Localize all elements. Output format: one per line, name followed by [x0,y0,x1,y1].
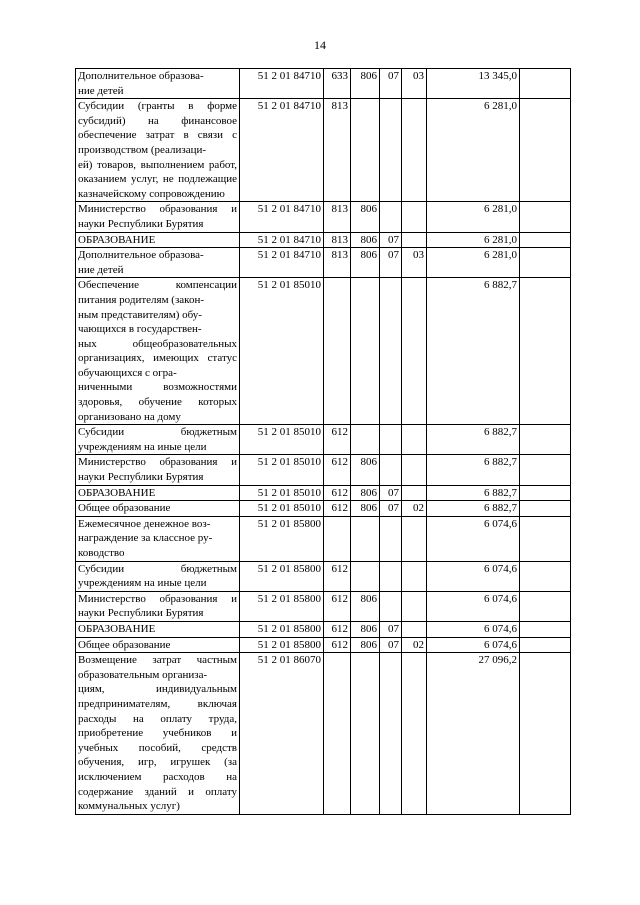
expense-name-cell: ОБРАЗОВАНИЕ [76,485,240,501]
extra-cell [520,485,571,501]
target-article-cell: 51 2 01 85800 [240,621,324,637]
subsection-code-cell [402,485,427,501]
expense-name-cell: Общее образование [76,637,240,653]
ministry-code-cell: 806 [351,69,380,99]
extra-cell [520,202,571,232]
subsection-code-cell [402,591,427,621]
amount-cell: 6 074,6 [427,637,520,653]
expense-name-cell: Общее образование [76,501,240,517]
amount-cell: 6 074,6 [427,621,520,637]
subsection-code-cell [402,561,427,591]
subsection-code-cell [402,202,427,232]
section-code-cell [380,99,402,202]
extra-cell [520,621,571,637]
amount-cell: 6 882,7 [427,425,520,455]
amount-cell: 6 281,0 [427,202,520,232]
ministry-code-cell: 806 [351,485,380,501]
section-code-cell [380,516,402,561]
table-row [76,653,571,815]
expense-type-cell: 612 [324,621,351,637]
subsection-code-cell: 03 [402,248,427,278]
amount-cell: 6 074,6 [427,591,520,621]
expense-type-cell [324,653,351,815]
target-article-cell: 51 2 01 85010 [240,501,324,517]
table-row [76,202,571,232]
section-code-cell [380,425,402,455]
target-article-cell: 51 2 01 84710 [240,232,324,248]
extra-cell [520,591,571,621]
expense-type-cell: 612 [324,637,351,653]
extra-cell [520,516,571,561]
expense-name-cell: Субсидии (гранты в форме субсидий) на финансовое обеспечение затрат в связи с производством (реализаци- ей) товаров, выполнением работ, оказанием услуг, не подлежащие казначейскому сопровождению [76,99,240,202]
section-code-cell: 07 [380,248,402,278]
amount-cell: 6 281,0 [427,248,520,278]
amount-cell: 6 882,7 [427,501,520,517]
expense-type-cell: 813 [324,248,351,278]
expense-name-cell: Министерство образования и науки Республики Бурятия [76,591,240,621]
section-code-cell: 07 [380,232,402,248]
subsection-code-cell: 02 [402,501,427,517]
expense-name-cell: ОБРАЗОВАНИЕ [76,232,240,248]
ministry-code-cell [351,561,380,591]
section-code-cell: 07 [380,485,402,501]
table-row [76,425,571,455]
target-article-cell: 51 2 01 85800 [240,591,324,621]
subsection-code-cell [402,455,427,485]
ministry-code-cell: 806 [351,621,380,637]
section-code-cell: 07 [380,501,402,517]
extra-cell [520,561,571,591]
table-row [76,621,571,637]
expense-name-cell: Министерство образования и науки Республики Бурятия [76,455,240,485]
extra-cell [520,232,571,248]
table-row [76,99,571,202]
subsection-code-cell [402,232,427,248]
table-row [76,278,571,425]
expense-type-cell [324,278,351,425]
subsection-code-cell [402,99,427,202]
expense-type-cell: 633 [324,69,351,99]
expense-type-cell: 813 [324,232,351,248]
expense-name-cell: Субсидии бюджетным учреждениям на иные цели [76,425,240,455]
section-code-cell [380,202,402,232]
expense-type-cell: 612 [324,501,351,517]
expense-type-cell: 612 [324,455,351,485]
budget-table [75,68,571,815]
subsection-code-cell [402,278,427,425]
target-article-cell: 51 2 01 84710 [240,99,324,202]
expense-type-cell: 612 [324,485,351,501]
target-article-cell: 51 2 01 84710 [240,69,324,99]
page-number: 14 [314,38,326,52]
table-row [76,516,571,561]
ministry-code-cell: 806 [351,202,380,232]
expense-type-cell: 612 [324,561,351,591]
extra-cell [520,248,571,278]
ministry-code-cell [351,425,380,455]
section-code-cell: 07 [380,621,402,637]
extra-cell [520,69,571,99]
target-article-cell: 51 2 01 85010 [240,278,324,425]
expense-name-cell: ОБРАЗОВАНИЕ [76,621,240,637]
amount-cell: 6 074,6 [427,561,520,591]
amount-cell: 6 074,6 [427,516,520,561]
subsection-code-cell: 03 [402,69,427,99]
subsection-code-cell [402,621,427,637]
table-row [76,637,571,653]
section-code-cell [380,455,402,485]
amount-cell: 6 882,7 [427,485,520,501]
expense-name-cell: Ежемесячное денежное воз- награждение за классное ру- ководство [76,516,240,561]
extra-cell [520,425,571,455]
target-article-cell: 51 2 01 85010 [240,455,324,485]
ministry-code-cell: 806 [351,248,380,278]
ministry-code-cell [351,99,380,202]
target-article-cell: 51 2 01 85800 [240,637,324,653]
expense-type-cell [324,516,351,561]
amount-cell: 6 882,7 [427,455,520,485]
section-code-cell [380,561,402,591]
table-row [76,501,571,517]
target-article-cell: 51 2 01 85010 [240,485,324,501]
target-article-cell: 51 2 01 84710 [240,248,324,278]
section-code-cell: 07 [380,637,402,653]
extra-cell [520,653,571,815]
expense-name-cell: Министерство образования и науки Республики Бурятия [76,202,240,232]
section-code-cell [380,278,402,425]
ministry-code-cell [351,278,380,425]
table-row [76,455,571,485]
expense-name-cell: Обеспечение компенсации питания родителям (закон- ным представителям) обу- чающихся в государствен- ных общеобразовательных организациях, имеющих статус обучающихся с огра- ниченными возможностями здоровья, обучение которых организовано на дому [76,278,240,425]
extra-cell [520,501,571,517]
extra-cell [520,278,571,425]
ministry-code-cell: 806 [351,501,380,517]
expense-type-cell: 612 [324,425,351,455]
target-article-cell: 51 2 01 86070 [240,653,324,815]
amount-cell: 13 345,0 [427,69,520,99]
extra-cell [520,455,571,485]
subsection-code-cell: 02 [402,637,427,653]
table-row [76,232,571,248]
table-row [76,69,571,99]
expense-name-cell: Субсидии бюджетным учреждениям на иные цели [76,561,240,591]
amount-cell: 6 281,0 [427,99,520,202]
ministry-code-cell: 806 [351,455,380,485]
target-article-cell: 51 2 01 85010 [240,425,324,455]
subsection-code-cell [402,516,427,561]
amount-cell: 6 882,7 [427,278,520,425]
expense-name-cell: Возмещение затрат частным образовательным организа- циям, индивидуальным предпринимателям, включая расходы на оплату труда, приобретение учебников и учебных пособий, средств обучения, игр, игрушек (за исключением расходов на содержание зданий и оплату коммунальных услуг) [76,653,240,815]
amount-cell: 6 281,0 [427,232,520,248]
ministry-code-cell [351,653,380,815]
expense-name-cell: Дополнительное образова- ние детей [76,248,240,278]
target-article-cell: 51 2 01 84710 [240,202,324,232]
expense-type-cell: 813 [324,99,351,202]
section-code-cell [380,591,402,621]
section-code-cell: 07 [380,69,402,99]
section-code-cell [380,653,402,815]
subsection-code-cell [402,653,427,815]
expense-type-cell: 813 [324,202,351,232]
ministry-code-cell: 806 [351,637,380,653]
table-row [76,561,571,591]
ministry-code-cell [351,516,380,561]
table-row [76,485,571,501]
ministry-code-cell: 806 [351,232,380,248]
target-article-cell: 51 2 01 85800 [240,561,324,591]
ministry-code-cell: 806 [351,591,380,621]
extra-cell [520,637,571,653]
subsection-code-cell [402,425,427,455]
table-body [76,69,571,815]
amount-cell: 27 096,2 [427,653,520,815]
expense-name-cell: Дополнительное образова- ние детей [76,69,240,99]
extra-cell [520,99,571,202]
target-article-cell: 51 2 01 85800 [240,516,324,561]
table-row [76,591,571,621]
expense-type-cell: 612 [324,591,351,621]
table-row [76,248,571,278]
